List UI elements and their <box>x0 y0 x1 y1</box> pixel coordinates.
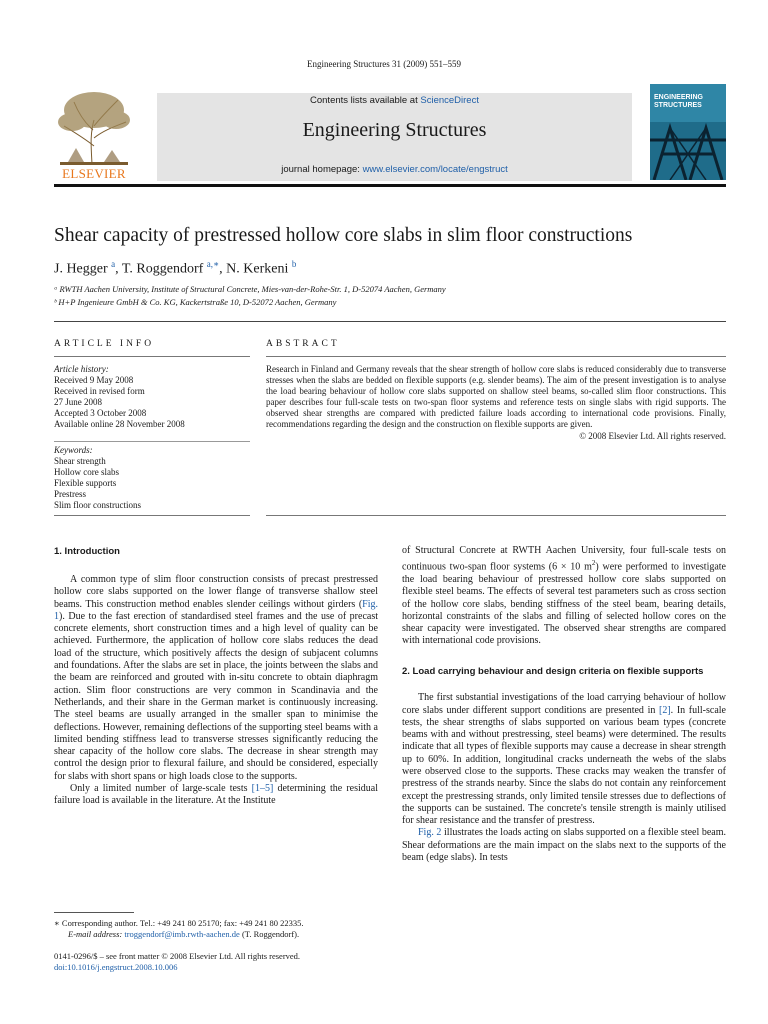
author-email-link[interactable]: troggendorf@imb.rwth-aachen.de <box>124 929 240 939</box>
article-history-label: Article history: <box>54 364 109 374</box>
figure-link[interactable]: Fig. 1 <box>54 598 378 622</box>
author-affiliation-mark[interactable]: a,∗ <box>206 259 220 269</box>
affiliation-a: ᵃ RWTH Aachen University, Institute of Structural Concrete, Mies-van-der-Rohe-Str. 1, D-52074 Aachen, Germany <box>54 284 446 294</box>
contents-prefix: Contents lists available at <box>310 95 421 106</box>
keywords-list <box>54 445 254 511</box>
paper-title: Shear capacity of prestressed hollow core slabs in slim floor constructions <box>54 225 633 246</box>
issn-line: 0141-0296/$ – see front matter © 2008 Elsevier Ltd. All rights reserved. <box>54 951 301 961</box>
section-1-heading-block <box>54 546 378 559</box>
contents-line <box>157 95 632 106</box>
abstract-body <box>266 364 726 442</box>
keyword-item: Slim floor constructions <box>54 500 141 510</box>
publisher-name: ELSEVIER <box>62 166 126 181</box>
homepage-prefix: journal homepage: <box>281 164 363 175</box>
text-run: ) were performed to investigate the load bearing behaviour of prestressed hollow core slabs supported on flexible steel beams. The effects of several test parameters such as cross section of the hollow core slabs, bending stiffness of the steel beam, bearing details, horizontal constraints of the slabs and filling of selected hollow cores on the shear capacity were investigated. The observed shear strengths are compared with international code provisions. <box>402 561 726 647</box>
email-line <box>54 929 384 940</box>
body-paragraph <box>402 827 726 864</box>
spacer <box>402 648 726 666</box>
keyword-item: Hollow core slabs <box>54 467 119 477</box>
corresponding-author-line: ∗ Corresponding author. Tel.: +49 241 80 25170; fax: +49 241 80 22335. <box>54 918 304 928</box>
text-run: of Structural Concrete at RWTH Aachen University, four full-scale tests on continuous two-span floor systems (6 × 10 m <box>402 545 726 573</box>
author-affiliation-mark[interactable]: a <box>111 259 116 269</box>
history-item: Received 9 May 2008 <box>54 375 134 385</box>
reference-link[interactable]: [1–5] <box>251 783 274 795</box>
author-affiliation-mark[interactable]: b <box>291 259 297 269</box>
keyword-item: Flexible supports <box>54 478 117 488</box>
body-paragraph <box>54 783 378 808</box>
corresponding-author-footnote <box>54 918 384 940</box>
abstract-divider <box>266 356 726 357</box>
history-item: Received in revised form <box>54 386 145 396</box>
text-run: ). Due to the fast erection of standardised steel frames and the use of precast concrete elements, short construction times and a high level of quality can be achieved. Furthermore, the application of hollow core slabs reduces the dead load of the structure, which positively affects the design of subjacent columns and foundations. After the slabs are set in place, the joints between the slabs and the beam are reinforced and grouted with in-situ concrete to obtain diaphragm action. Slim floor constructions are very common in Scandinavia and the Netherlands, and their share in the German market is continuously increasing. The steel beams are usually arranged in the smaller span to minimise the deflections. However, remaining deflections of the supporting steel beams with a limited bending stiffness lead to transverse stresses significantly reducing the shear capacity of the hollow core slabs. The decrease in shear strength may control the design prior to flexural failure, and should be considered, especially for slabs with short spans or high loads close to the supports. <box>54 610 378 782</box>
affiliation-b: ᵇ H+P Ingenieure GmbH & Co. KG, Kackertstraße 10, D-52072 Aachen, Germany <box>54 297 337 307</box>
right-column <box>402 545 726 864</box>
publisher-tree-logo <box>54 86 134 178</box>
homepage-line <box>157 164 632 175</box>
journal-cover-image <box>650 84 726 180</box>
text-run: illustrates the loads acting on slabs supported on a flexible steel beam. Shear deformations are the main impact on the slabs next to the supports of the beam (edge slabs). In tests <box>402 827 727 864</box>
article-info-bottom-divider <box>54 515 250 516</box>
doi-link[interactable]: doi:10.1016/j.engstruct.2008.10.006 <box>54 962 178 972</box>
author-separator: , <box>219 261 227 277</box>
article-history <box>54 364 254 430</box>
article-info-heading: ARTICLE INFO <box>54 339 155 349</box>
text-run: A common type of slim floor construction consists of precast prestressed hollow core slabs supported on the lower flange of transverse shallow steel beams. This construction method enables slender ceilings without girders ( <box>54 574 378 610</box>
author-name[interactable]: N. Kerkeni <box>226 261 289 277</box>
author-separator: , <box>115 261 122 277</box>
superscript: 2 <box>591 559 596 568</box>
journal-citation: Engineering Structures 31 (2009) 551–559 <box>307 59 461 69</box>
figure-link[interactable]: Fig. 2 <box>418 827 442 839</box>
author-name[interactable]: J. Hegger <box>54 261 108 277</box>
sciencedirect-link[interactable]: ScienceDirect <box>420 95 479 106</box>
body-paragraph <box>54 574 378 783</box>
header-divider <box>54 184 726 187</box>
footnote-divider <box>54 912 134 913</box>
text-run: The first substantial investigations of the load carrying behaviour of hollow core slabs under different support conditions are presented in <box>402 692 726 716</box>
left-column <box>54 574 378 808</box>
section-heading: 1. Introduction <box>54 546 120 557</box>
spacer <box>402 678 726 692</box>
journal-homepage-link[interactable]: www.elsevier.com/locate/engstruct <box>362 164 508 175</box>
text-run: . In full-scale tests, the shear strengths of slabs supported on various beam types (concrete beams with and without prestressing, steel beams) were determined. The results indicate that all types of flexible supports may cause a decrease in shear strength up to 60%. In addition, longitudinal cracks underneath the webs of the slabs were observed close to the supports. These cracks may weaken the transfer of prestress of the strands nearby. Since the slabs do not contain any reinforcement except the prestressing strands, only limited tensile stresses due to deflections of the supports can be sustained. The concrete's tensile strength is mainly utilised for shear resistance and the transfer of prestress. <box>402 704 726 827</box>
body-paragraph <box>402 692 726 827</box>
affiliation-divider <box>54 321 726 322</box>
history-item: Available online 28 November 2008 <box>54 419 185 429</box>
cover-title-line-1: ENGINEERING <box>654 94 704 101</box>
author-list <box>54 259 296 278</box>
abstract-bottom-divider <box>266 515 726 516</box>
author-name[interactable]: T. Roggendorf <box>121 261 204 277</box>
cover-title-line-2: STRUCTURES <box>654 102 702 109</box>
reference-link[interactable]: [2] <box>659 704 671 716</box>
keyword-item: Shear strength <box>54 456 106 466</box>
article-info-divider <box>54 356 250 357</box>
body-paragraph <box>402 545 726 648</box>
email-suffix: (T. Roggendorf). <box>239 929 300 939</box>
journal-title: Engineering Structures <box>302 119 487 141</box>
text-run: Only a limited number of large-scale tests <box>70 783 252 795</box>
cover-title <box>654 94 724 110</box>
abstract-heading: ABSTRACT <box>266 339 340 349</box>
abstract-copyright: © 2008 Elsevier Ltd. All rights reserved. <box>579 430 726 441</box>
issn-block <box>54 951 300 973</box>
section-heading: 2. Load carrying behaviour and design criteria on flexible supports <box>402 665 704 677</box>
history-item: 27 June 2008 <box>54 397 102 407</box>
history-item: Accepted 3 October 2008 <box>54 408 147 418</box>
keywords-divider <box>54 441 250 442</box>
email-label: E-mail address: <box>68 929 125 939</box>
keywords-label: Keywords: <box>54 445 93 455</box>
text-run: determining the residual failure load is available in the literature. At the Institute <box>54 783 378 807</box>
keyword-item: Prestress <box>54 489 86 499</box>
abstract-paragraph: Research in Finland and Germany reveals that the shear strength of hollow core slabs is reduced considerably due to transverse stresses when the slabs are bedded on flexible supports (e.g. slender beams). The aim of the present investigation is to analyse the load bearing behaviour of hollow core slabs supported on shallow steel beams, so-called slim floor constructions. This paper describes four full-scale tests on two-span floor systems and reference tests on single slabs with rigid supports. The observed shear strengths are compared with predicted failure loads according to international code provisions. Finally, recommendations regarding the design and the construction on flexible supports are given. <box>266 364 726 430</box>
